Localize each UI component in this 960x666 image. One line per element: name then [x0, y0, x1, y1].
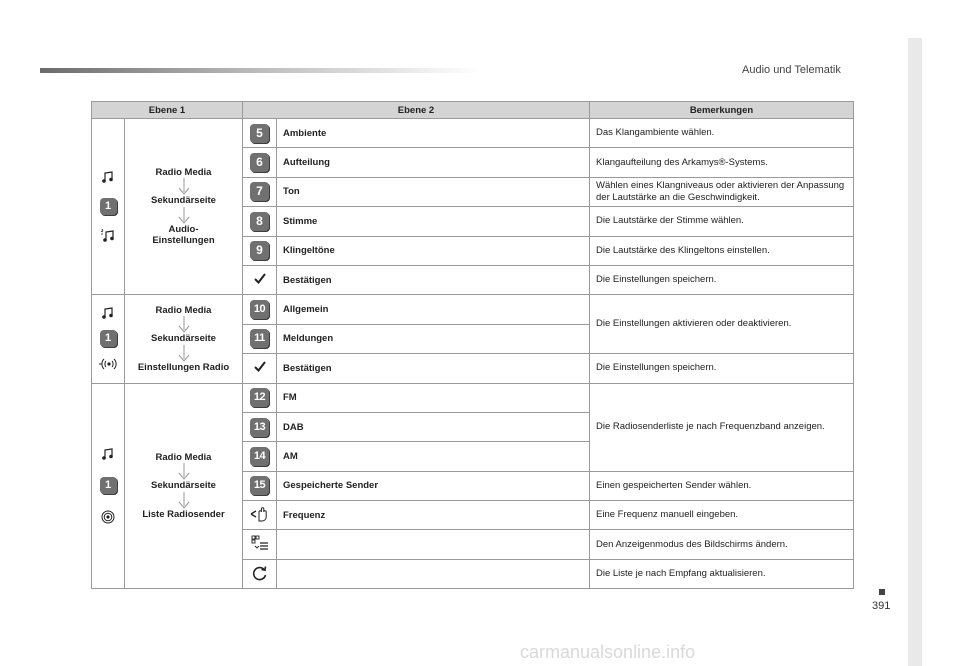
setting-label [277, 559, 590, 588]
setting-remark: Einen gespeicherten Sender wählen. [590, 471, 854, 500]
item-number-badge: 11 [250, 329, 269, 348]
path-step-radio-media: Radio Media [155, 451, 212, 463]
item-number-badge: 8 [250, 212, 269, 231]
arrow-down-icon [178, 345, 190, 362]
path-step-secondary-page: Sekundärseite [151, 333, 216, 345]
table-row [92, 383, 854, 412]
check-icon [254, 361, 266, 372]
page-marker [879, 589, 885, 595]
navigation-path [125, 167, 242, 247]
setting-label: Klingeltöne [277, 236, 590, 265]
display-mode-icon [251, 535, 269, 551]
level1-icons-cell [92, 383, 125, 589]
table-row [92, 119, 854, 148]
setting-label [277, 530, 590, 559]
radio-station-icon [101, 510, 115, 524]
path-step-station-list: Liste Radiosender [142, 508, 225, 520]
arrow-down-icon [178, 178, 190, 195]
setting-label: Stimme [277, 207, 590, 236]
arrow-down-icon [178, 316, 190, 333]
table-row [92, 295, 854, 324]
level1-icons-cell [92, 119, 125, 295]
level1-path-cell [125, 119, 243, 295]
level-badge: 1 [100, 477, 117, 494]
setting-remark: Eine Frequenz manuell eingeben. [590, 501, 854, 530]
radio-settings-icon [99, 357, 117, 371]
setting-remark: Die Einstellungen aktivieren oder deaktivieren. [590, 295, 854, 354]
setting-remark: Wählen eines Klangniveaus oder aktivieren der Anpassung der Lautstärke an die Geschwindigkeit. [590, 177, 854, 206]
path-step-radio-settings: Einstellungen Radio [137, 361, 230, 373]
item-number-badge: 6 [250, 153, 269, 172]
setting-remark: Die Einstellungen speichern. [590, 265, 854, 294]
setting-label: Frequenz [277, 501, 590, 530]
path-step-radio-media: Radio Media [155, 166, 212, 178]
path-step-radio-media: Radio Media [155, 304, 212, 316]
level-badge: 1 [100, 198, 117, 215]
level1-path-cell [125, 295, 243, 383]
music-note-icon [101, 306, 115, 320]
page-number: 391 [872, 600, 891, 612]
music-note-icon [101, 170, 115, 184]
arrow-down-icon [178, 207, 190, 224]
watermark-text: carmanualsonline.info [520, 642, 696, 662]
setting-label: Meldungen [277, 324, 590, 353]
item-number-badge: 14 [250, 447, 269, 466]
item-number-badge: 5 [250, 124, 269, 143]
frequency-hand-icon [250, 506, 270, 522]
arrow-down-icon [178, 492, 190, 509]
setting-label: AM [277, 442, 590, 471]
setting-label: Aufteilung [277, 148, 590, 177]
setting-remark: Die Liste je nach Empfang aktualisieren. [590, 559, 854, 588]
item-number-badge: 15 [250, 476, 269, 495]
level1-icons-cell [92, 295, 125, 383]
item-number-badge: 12 [250, 388, 269, 407]
setting-remark: Klangaufteilung des Arkamys®-Systems. [590, 148, 854, 177]
navigation-path [125, 452, 242, 520]
setting-remark: Das Klangambiente wählen. [590, 119, 854, 148]
level-badge: 1 [100, 330, 117, 347]
setting-label: Bestätigen [277, 265, 590, 294]
setting-label: Ton [277, 177, 590, 206]
refresh-icon [252, 565, 268, 581]
settings-table [91, 101, 854, 589]
setting-remark: Die Lautstärke der Stimme wählen. [590, 207, 854, 236]
level1-path-cell [125, 383, 243, 589]
setting-remark: Die Einstellungen speichern. [590, 354, 854, 383]
path-step-secondary-page: Sekundärseite [151, 195, 216, 207]
setting-label: Bestätigen [277, 354, 590, 383]
item-number-badge: 9 [250, 241, 269, 260]
setting-label: Allgemein [277, 295, 590, 324]
check-icon [254, 273, 266, 284]
setting-label: DAB [277, 412, 590, 441]
column-header-remarks: Bemerkungen [590, 102, 854, 119]
setting-remark: Die Lautstärke des Klingeltons einstellen. [590, 236, 854, 265]
setting-label: FM [277, 383, 590, 412]
music-note-icon [101, 447, 115, 461]
setting-label: Gespeicherte Sender [277, 471, 590, 500]
column-header-level2: Ebene 2 [243, 102, 590, 119]
header-gradient-bar [40, 68, 480, 73]
path-step-audio-settings: Audio- Einstellungen [152, 223, 215, 247]
arrow-down-icon [178, 463, 190, 480]
item-number-badge: 7 [250, 182, 269, 201]
navigation-path [125, 305, 242, 373]
section-title: Audio und Telematik [742, 64, 841, 76]
path-step-secondary-page: Sekundärseite [151, 480, 216, 492]
setting-remark: Die Radiosenderliste je nach Frequenzband anzeigen. [590, 383, 854, 471]
setting-label: Ambiente [277, 119, 590, 148]
music-note-sparkle-icon [100, 229, 116, 243]
column-header-level1: Ebene 1 [92, 102, 243, 119]
setting-remark: Den Anzeigenmodus des Bildschirms ändern. [590, 530, 854, 559]
item-number-badge: 10 [250, 300, 269, 319]
item-number-badge: 13 [250, 418, 269, 437]
page-edge-strip [908, 38, 922, 666]
